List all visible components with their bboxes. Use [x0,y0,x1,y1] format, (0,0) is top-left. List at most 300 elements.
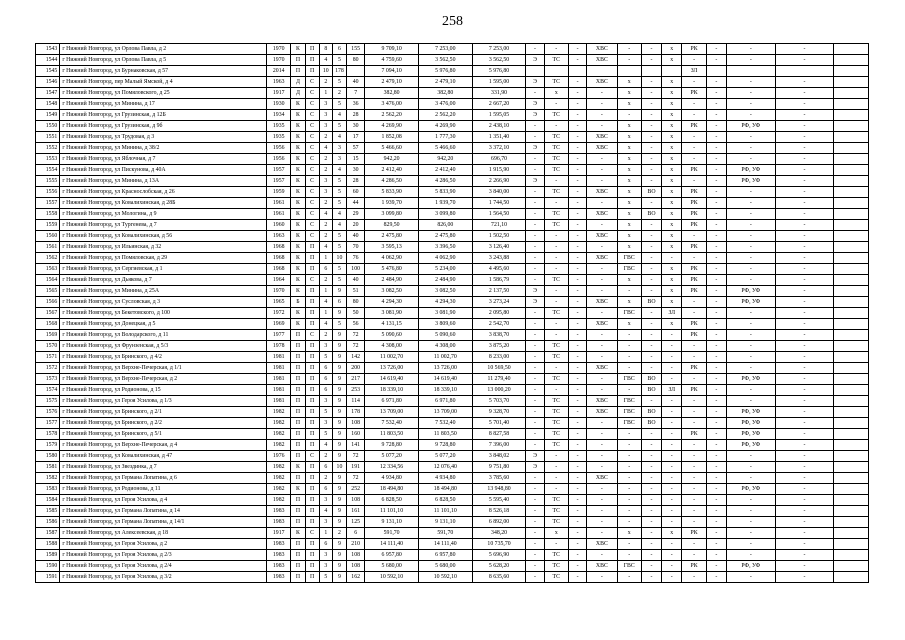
table-cell: - [568,440,586,451]
table-cell: 1 939,70 [365,198,419,209]
row-number-cell: 1567 [36,308,60,319]
table-cell: 252 [347,484,365,495]
table-cell: - [775,77,834,88]
table-cell: 1982 [267,407,291,418]
table-cell: ХВС [587,44,617,55]
table-cell: - [706,418,726,429]
table-cell: 382,80 [365,88,419,99]
table-cell: - [617,385,641,396]
address-cell: г Нижний Новгород, ул Героя Усилова, д 2/4 [60,561,267,572]
table-cell: ГВС [617,253,641,264]
table-cell: 72 [347,330,365,341]
table-cell: К [291,209,305,220]
table-cell: 1 [319,88,332,99]
table-cell: 5 [332,55,346,66]
table-cell: х [662,88,682,99]
address-cell: г Нижний Новгород, ул Родионова, д 15 [60,385,267,396]
table-cell: - [568,418,586,429]
table-cell: - [662,462,682,473]
table-cell: - [706,297,726,308]
table-cell: 80 [347,297,365,308]
table-cell: 6 [319,484,332,495]
table-cell: 3 081,90 [365,308,419,319]
table-cell [834,396,869,407]
table-cell: - [682,462,706,473]
table-row [36,352,869,363]
table-cell: - [662,539,682,550]
table-cell: - [726,99,775,110]
table-cell: х [662,297,682,308]
table-cell: 591,70 [365,528,419,539]
table-cell: П [305,66,319,77]
table-cell: - [526,440,544,451]
table-cell: 3 [319,418,332,429]
table-cell [834,495,869,506]
table-cell: П [305,418,319,429]
table-cell: 11 803,50 [418,429,472,440]
table-cell: - [587,154,617,165]
table-cell: - [568,165,586,176]
table-row [36,385,869,396]
table-cell: 100 [347,264,365,275]
table-cell: 5 [332,242,346,253]
table-cell: - [726,550,775,561]
table-row [36,55,869,66]
table-cell: - [526,165,544,176]
table-cell: - [526,484,544,495]
table-cell: П [291,407,305,418]
table-cell: - [706,506,726,517]
table-cell [834,88,869,99]
table-cell: - [706,451,726,462]
table-cell: - [568,429,586,440]
table-cell: 6 [319,363,332,374]
table-cell: 5 476,80 [365,264,419,275]
address-cell: г Нижний Новгород, ул Верхне-Печерская, д 1/1 [60,363,267,374]
table-row [36,187,869,198]
table-cell: 2 479,10 [365,77,419,88]
table-cell [834,440,869,451]
table-cell: 7 253,00 [472,44,526,55]
table-row [36,396,869,407]
table-body [36,44,869,583]
table-cell: х [662,165,682,176]
table-cell: 4 [332,132,346,143]
table-cell: С [305,231,319,242]
table-cell: ТС [544,143,568,154]
table-cell: - [726,77,775,88]
table-cell: - [775,165,834,176]
table-cell: - [662,572,682,583]
table-cell: 5 [332,121,346,132]
table-cell: ЗЛ [662,308,682,319]
table-cell: 72 [347,341,365,352]
table-cell: Э [526,286,544,297]
table-cell [834,528,869,539]
table-cell: - [706,231,726,242]
table-cell: РФ, УФ [726,374,775,385]
table-cell: ГВС [617,407,641,418]
table-cell: 2014 [267,66,291,77]
table-cell: 1 915,90 [472,165,526,176]
table-cell: х [662,176,682,187]
table-cell: - [682,506,706,517]
table-cell: П [305,495,319,506]
table-cell: РФ, УФ [726,297,775,308]
table-cell: 114 [347,396,365,407]
table-cell: 9 [332,330,346,341]
table-cell: П [291,451,305,462]
table-cell: - [775,517,834,528]
table-cell: - [706,176,726,187]
table-cell: - [706,429,726,440]
table-cell: - [544,253,568,264]
table-cell: х [662,198,682,209]
table-cell: 72 [347,473,365,484]
table-cell: 2 [319,154,332,165]
table-cell: - [726,88,775,99]
table-cell: - [526,319,544,330]
table-cell: 1965 [267,297,291,308]
table-cell: - [706,396,726,407]
table-cell: 13 726,00 [418,363,472,374]
table-cell: П [305,319,319,330]
table-cell: П [305,385,319,396]
table-cell: - [587,374,617,385]
table-cell: - [706,132,726,143]
table-cell: РФ, УФ [726,407,775,418]
table-cell: - [617,451,641,462]
table-cell: П [305,407,319,418]
table-cell: - [706,528,726,539]
table-cell [834,473,869,484]
table-cell: - [662,418,682,429]
table-cell: ГВС [617,308,641,319]
table-cell: - [641,264,661,275]
table-row [36,429,869,440]
table-cell: РФ, УФ [726,176,775,187]
table-cell: - [775,451,834,462]
table-cell: 1935 [267,121,291,132]
row-number-cell: 1591 [36,572,60,583]
table-cell: - [544,121,568,132]
table-cell: 5 696,90 [472,550,526,561]
table-cell: Э [526,462,544,473]
table-cell: - [706,473,726,484]
table-cell: х [617,220,641,231]
table-cell: 4 [332,110,346,121]
table-cell [706,66,726,77]
table-cell: С [305,88,319,99]
table-cell: 1964 [267,275,291,286]
table-cell: П [305,550,319,561]
table-cell: ТС [544,374,568,385]
table-cell: - [641,77,661,88]
table-cell: 30 [347,165,365,176]
table-cell: К [291,308,305,319]
table-cell: 3 [319,396,332,407]
table-cell: - [526,132,544,143]
table-cell [544,66,568,77]
table-cell: ТС [544,209,568,220]
table-cell [834,374,869,385]
table-cell: 1983 [267,539,291,550]
table-cell: С [305,143,319,154]
table-cell: - [682,418,706,429]
table-cell: П [305,286,319,297]
table-cell: 1970 [267,55,291,66]
table-cell: - [617,55,641,66]
address-cell: г Нижний Новгород, ул Ковалихинская, д 47 [60,451,267,462]
table-cell: 1 [319,528,332,539]
table-cell: - [682,440,706,451]
table-cell: ХВС [587,319,617,330]
table-cell [834,176,869,187]
table-cell: 348,20 [472,528,526,539]
table-cell: 9 [332,286,346,297]
table-cell: 11 803,50 [365,429,419,440]
table-cell: 3 [319,341,332,352]
row-number-cell: 1562 [36,253,60,264]
table-cell: 2 [319,198,332,209]
table-cell: - [568,572,586,583]
table-cell: 2 479,10 [418,77,472,88]
address-cell: г Нижний Новгород, ул Минина, д 13А [60,176,267,187]
table-cell: - [726,363,775,374]
table-cell: 4 [319,242,332,253]
table-cell: - [775,539,834,550]
table-cell: - [775,132,834,143]
table-cell: 4 495,60 [472,264,526,275]
table-cell: ХВС [587,187,617,198]
table-cell [834,561,869,572]
table-cell: 108 [347,495,365,506]
table-cell: - [775,242,834,253]
table-cell: - [706,187,726,198]
table-cell: - [568,550,586,561]
table-cell: 9 [332,374,346,385]
table-cell: РК [682,242,706,253]
table-cell: - [544,462,568,473]
table-cell: - [775,264,834,275]
row-number-cell: 1558 [36,209,60,220]
table-cell: - [587,110,617,121]
table-cell: 3 562,50 [472,55,526,66]
table-cell: 2 [319,165,332,176]
table-cell: - [568,253,586,264]
row-number-cell: 1547 [36,88,60,99]
table-cell: - [706,143,726,154]
table-cell: С [305,154,319,165]
table-cell: П [305,473,319,484]
table-cell: 2 438,10 [472,121,526,132]
table-cell: 1 [319,286,332,297]
table-cell: - [682,154,706,165]
table-cell: 3 [319,517,332,528]
table-cell: С [305,209,319,220]
table-cell: - [706,484,726,495]
table-cell: 6 828,50 [365,495,419,506]
table-cell: - [568,506,586,517]
table-cell: 1982 [267,484,291,495]
address-cell: г Нижний Новгород, ул Бринского, д 2/2 [60,418,267,429]
table-cell: - [568,110,586,121]
table-cell: 1977 [267,330,291,341]
row-number-cell: 1556 [36,187,60,198]
table-cell: ЗЛ [662,385,682,396]
table-cell: ГВС [617,418,641,429]
table-cell: 10 [332,253,346,264]
table-cell: - [662,352,682,363]
table-cell: 1968 [267,264,291,275]
table-cell: 12 076,40 [418,462,472,473]
table-cell: 1982 [267,495,291,506]
table-cell: - [726,385,775,396]
table-cell: 13 948,80 [472,484,526,495]
table-cell: 942,20 [418,154,472,165]
table-cell: - [641,220,661,231]
table-cell: - [706,363,726,374]
table-cell: С [305,176,319,187]
row-number-cell: 1580 [36,451,60,462]
table-cell: - [682,132,706,143]
table-cell: - [526,407,544,418]
table-cell: П [291,561,305,572]
table-cell: - [544,198,568,209]
table-cell: х [662,275,682,286]
table-cell: - [775,220,834,231]
row-number-cell: 1557 [36,198,60,209]
table-cell: - [544,473,568,484]
table-cell: РФ, УФ [726,429,775,440]
address-cell: г Нижний Новгород, ул Краснослобская, д 26 [60,187,267,198]
table-cell: 18 339,10 [418,385,472,396]
table-cell: 4 [319,55,332,66]
table-cell: - [662,374,682,385]
table-cell: 3 082,50 [418,286,472,297]
table-cell: - [587,385,617,396]
table-cell: х [662,286,682,297]
table-cell: Э [526,176,544,187]
row-number-cell: 1587 [36,528,60,539]
table-cell: - [775,176,834,187]
row-number-cell: 1559 [36,220,60,231]
table-cell: - [587,451,617,462]
table-row [36,286,869,297]
table-cell: П [291,66,305,77]
table-cell: - [726,220,775,231]
table-cell: П [291,473,305,484]
table-cell: - [706,242,726,253]
table-cell: - [587,99,617,110]
table-cell: 2 542,70 [472,319,526,330]
row-number-cell: 1577 [36,418,60,429]
table-cell: 162 [347,572,365,583]
table-cell: 11 002,70 [365,352,419,363]
table-cell: 3 476,00 [365,99,419,110]
table-cell: - [568,330,586,341]
table-cell: 2 475,80 [365,231,419,242]
table-cell [526,66,544,77]
table-cell: 6 [319,264,332,275]
table-cell: 5 [319,429,332,440]
table-cell: - [662,341,682,352]
table-cell: РК [682,275,706,286]
table-cell: 9 [332,484,346,495]
table-cell [834,363,869,374]
table-cell: - [775,385,834,396]
table-cell: 1 595,05 [472,110,526,121]
table-cell: - [641,473,661,484]
table-cell: х [617,187,641,198]
table-cell: 2 [319,275,332,286]
table-cell: - [682,352,706,363]
table-cell: - [706,88,726,99]
table-cell: х [617,231,641,242]
table-cell [617,66,641,77]
table-cell: 1 852,08 [365,132,419,143]
table-cell: 57 [347,143,365,154]
table-cell: - [682,77,706,88]
table-cell: 5 701,40 [472,418,526,429]
table-cell [834,286,869,297]
row-number-cell: 1584 [36,495,60,506]
table-cell: - [706,44,726,55]
table-cell: 253 [347,385,365,396]
table-cell: ХВС [587,363,617,374]
table-cell: 5 976,80 [418,66,472,77]
table-cell [834,330,869,341]
table-cell: - [726,506,775,517]
table-cell: 1981 [267,352,291,363]
table-cell: С [305,77,319,88]
table-cell: х [617,99,641,110]
table-cell: 14 111,40 [365,539,419,550]
table-cell: х [662,220,682,231]
housing-registry-table [35,43,869,583]
table-cell: 20 [347,220,365,231]
table-cell: - [526,550,544,561]
table-cell: - [682,99,706,110]
table-cell: 2 412,40 [418,165,472,176]
row-number-cell: 1585 [36,506,60,517]
table-cell: Э [526,297,544,308]
table-cell: 1930 [267,99,291,110]
table-row [36,77,869,88]
table-cell: - [544,319,568,330]
table-cell: - [682,341,706,352]
table-cell [726,66,775,77]
table-cell: - [682,451,706,462]
table-cell [834,220,869,231]
table-cell: 217 [347,374,365,385]
table-cell: РФ, УФ [726,440,775,451]
row-number-cell: 1583 [36,484,60,495]
table-cell: - [641,143,661,154]
table-cell: 6 892,00 [472,517,526,528]
table-cell: 4 934,80 [418,473,472,484]
table-cell [834,110,869,121]
table-cell: 3 [332,143,346,154]
table-cell: - [775,495,834,506]
address-cell: г Нижний Новгород, ул Тургенева, д 7 [60,220,267,231]
table-cell: ТС [544,55,568,66]
table-cell: 9 [332,385,346,396]
table-cell: 108 [347,561,365,572]
table-cell [834,154,869,165]
table-cell: - [726,572,775,583]
table-cell: - [682,550,706,561]
